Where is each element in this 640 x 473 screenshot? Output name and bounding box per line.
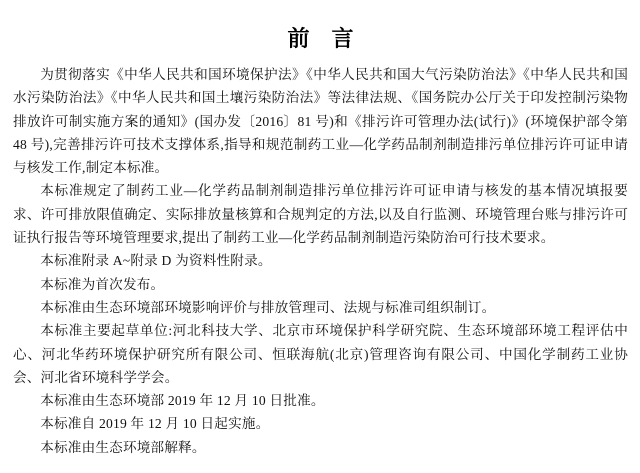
paragraph-legal-basis: 为贯彻落实《中华人民共和国环境保护法》《中华人民共和国大气污染防治法》《中华人民共和国水污染防治法》《中华人民共和国土壤污染防治法》等法律法规、《国务院办公厅关于印发控制污染物排放许可制实施方案的通知》(国办发〔2016〕81 号)和《排污许可管理办法(试行)》(环境保护部令第 48 号),完善排污许可技术支撑体系,指导和规范制药工业—化学药品制剂制造排污单位排污许可证申请与核发工作,制定本标准。 [13,67,628,176]
paragraph-scope: 本标准规定了制药工业—化学药品制剂制造排污单位排污许可证申请与核发的基本情况填报要求、许可排放限值确定、实际排放量核算和合规判定的方法,以及自行监测、环境管理台账与排污许可证执行报告等环境管理要求,提出了制药工业—化学药品制剂制造污染防治可行技术要求。 [13,183,628,246]
paragraph-organizers: 本标准由生态环境部环境影响评价与排放管理司、法规与标准司组织制订。 [40,299,496,315]
paragraph-interpretation: 本标准由生态环境部解释。 [40,439,206,455]
paragraph-appendices: 本标准附录 A~附录 D 为资料性附录。 [40,253,272,269]
document-body [13,63,628,459]
paragraph-approval-date: 本标准由生态环境部 2019 年 12 月 10 日批准。 [40,393,325,409]
page-title: 前 言 [287,26,354,51]
paragraph-effective-date: 本标准自 2019 年 12 月 10 日起实施。 [40,416,270,432]
paragraph-first-release: 本标准为首次发布。 [40,276,165,292]
paragraph-drafting-units: 本标准主要起草单位:河北科技大学、北京市环境保护科学研究院、生态环境部环境工程评估中心、河北华药环境保护研究所有限公司、恒联海航(北京)管理咨询有限公司、中国化学制药工业协会、河北省环境科学学会。 [13,323,628,385]
